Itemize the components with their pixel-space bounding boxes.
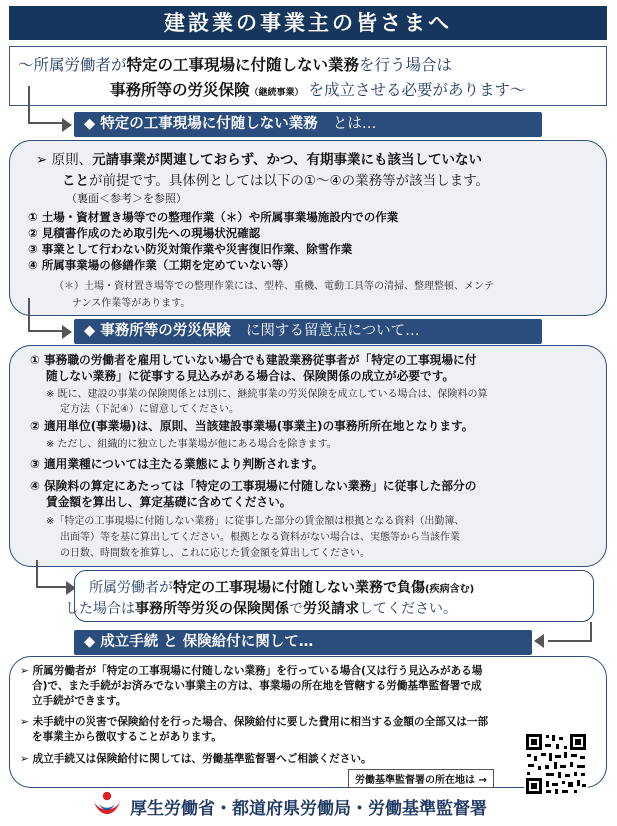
connector-arrow xyxy=(548,622,592,642)
callout-emphasis: 事務所等労災の保険関係 xyxy=(135,601,289,617)
point-1-cont: 随しない業務」に従事する見込みがある場合は、保険関係の成立が必要です。 xyxy=(46,369,455,383)
section-1-paragraph xyxy=(36,148,482,168)
list-item: ③ 事業として行わない防災対策作業や災害復旧作業、除雪作業 xyxy=(28,242,353,256)
intro-emphasis: 特定の工事現場に付随しない業務 xyxy=(126,56,360,74)
arrow-head-icon xyxy=(62,325,72,339)
intro-text: ～所属労働者が xyxy=(18,56,127,74)
callout-text: 所属労働者が xyxy=(89,580,173,596)
footnote: ナンス作業等があります。 xyxy=(72,298,191,309)
paragraph-text: が前提です。具体例としては以下の①～④の業務等が該当します。 xyxy=(89,173,490,189)
connector-arrow xyxy=(36,560,70,588)
callout-emphasis: 特定の工事現場に付随しない業務で負傷 xyxy=(173,580,425,596)
point-1-note: 定方法（下記④）に留意してください。 xyxy=(60,404,239,415)
section-1-paragraph-cont xyxy=(62,169,489,189)
intro-text: を行う場合は xyxy=(359,56,453,74)
paragraph-text: ➢ 原則、 xyxy=(36,152,93,168)
footer-organizations: 厚生労働省・都道府県労働局・労働基準監督署 xyxy=(130,799,487,819)
section-1-header xyxy=(74,112,542,137)
claim-callout xyxy=(65,570,594,622)
section-2-header xyxy=(74,319,542,344)
section-2-title: ◆ 事務所等の労災保険 xyxy=(84,323,231,339)
procedure-bullet: ➢ 未手続中の災害で保険給付を行った場合、保険給付に要した費用に相当する金額の全部又は一部 xyxy=(20,716,489,728)
intro-line-1 xyxy=(18,53,452,75)
callout-text: で xyxy=(289,601,303,617)
procedure-bullet-cont: を事業主から徴収することがあります。 xyxy=(32,731,222,743)
arrow-head-icon xyxy=(534,634,544,648)
point-4-note: の日数、時間数を推算し、これに応じた賃金額を算出してください。 xyxy=(60,548,370,559)
callout-line-1 xyxy=(89,577,474,597)
point-4-note: ※「特定の工事現場に付随しない業務」に従事した部分の賃金額は根拠となる資料（出勤簿、 xyxy=(46,516,465,527)
section-3-panel xyxy=(9,656,607,788)
procedure-bullet: ➢ 所属労働者が「特定の工事現場に付随しない業務」を行っている場合(又は行う見込みがある場 xyxy=(20,665,483,677)
point-3: ③ 適用業種については主たる業態により判断されます。 xyxy=(30,457,324,471)
section-2-subtitle: に関する留意点について… xyxy=(245,323,420,339)
callout-emphasis: 労災請求 xyxy=(303,601,359,617)
reference-note: （裏面＜参考＞を参照） xyxy=(66,192,187,205)
section-2-panel xyxy=(9,345,607,567)
section-1-panel xyxy=(9,140,607,316)
section-3-header xyxy=(74,630,532,655)
intro-small: （継続事業） xyxy=(249,88,304,98)
procedure-bullet-cont: 合)で、また手続がお済みでない事業主の方は、事業場の所在地を管轄する労働基準監督署で成 xyxy=(32,680,482,692)
connector-arrow xyxy=(28,86,66,124)
procedure-bullet: ➢ 成立手続又は保険給付に関しては、労働基準監督署へご相談ください。 xyxy=(20,753,372,765)
point-4-cont: 賃金額を算出し、算定基礎に含めてください。 xyxy=(46,495,292,509)
list-item: ② 見積書作成のため取引先への現場状況確認 xyxy=(28,226,261,240)
connector-arrow xyxy=(28,298,66,332)
intro-line-2 xyxy=(110,78,525,100)
callout-text: した場合は xyxy=(65,601,135,617)
office-location-link[interactable]: 労働基準監督署の所在地は → xyxy=(348,769,494,788)
section-1-title: ◆ 特定の工事現場に付随しない業務 xyxy=(84,116,318,132)
list-item: ① 土場・資材置き場等での整理作業（＊）や所属事業場施設内での作業 xyxy=(28,210,399,224)
callout-line-2 xyxy=(65,598,457,618)
procedure-bullet-cont: 立手続ができます。 xyxy=(32,695,127,707)
point-4: ④ 保険料の算定にあたっては「特定の工事現場に付随しない業務」に従事した部分の xyxy=(30,479,477,493)
list-item: ④ 所属事業場の修繕作業（工期を定めていない等） xyxy=(28,258,295,272)
qr-code-icon[interactable] xyxy=(524,732,588,796)
point-2-note: ※ ただし、組織的に独立した事業場が他にある場合を除きます。 xyxy=(46,439,337,450)
page-title: 建設業の事業主の皆さまへ xyxy=(9,6,607,40)
callout-text: してください。 xyxy=(359,601,457,617)
point-2: ② 適用単位(事業場)は、原則、当該建設事業場(事業主)の事務所所在地となります。 xyxy=(30,419,474,433)
section-1-subtitle: とは… xyxy=(332,116,377,132)
callout-small: (疾病含む) xyxy=(425,584,475,595)
arrow-head-icon xyxy=(62,118,72,132)
intro-box xyxy=(9,46,607,106)
section-3-title: ◆ 成立手続 と 保険給付に関して… xyxy=(84,634,314,650)
intro-text: を成立させる必要があります～ xyxy=(308,81,526,99)
point-4-note: 出面等）等を基に算出してください。根拠となる資料がない場合は、実態等から当該作業 xyxy=(60,532,460,543)
point-1-note: ※ 既に、建設の事業の保険関係とは別に、継続事業の労災保険を成立している場合は、保険料の算 xyxy=(46,389,488,400)
mhlw-logo-icon xyxy=(90,788,124,822)
footnote: （＊）土場・資材置き場等での整理作業には、型枠、重機、電動工具等の清掃、整理整頓、メンテ xyxy=(54,281,494,292)
paragraph-emphasis: こと xyxy=(62,173,89,189)
intro-emphasis: 事務所等の労災保険 xyxy=(110,81,250,99)
point-1: ① 事務職の労働者を雇用していない場合でも建設業務従事者が「特定の工事現場に付 xyxy=(30,353,477,367)
paragraph-emphasis: 元請事業が関連しておらず、かつ、有期事業にも該当していない xyxy=(92,152,482,168)
